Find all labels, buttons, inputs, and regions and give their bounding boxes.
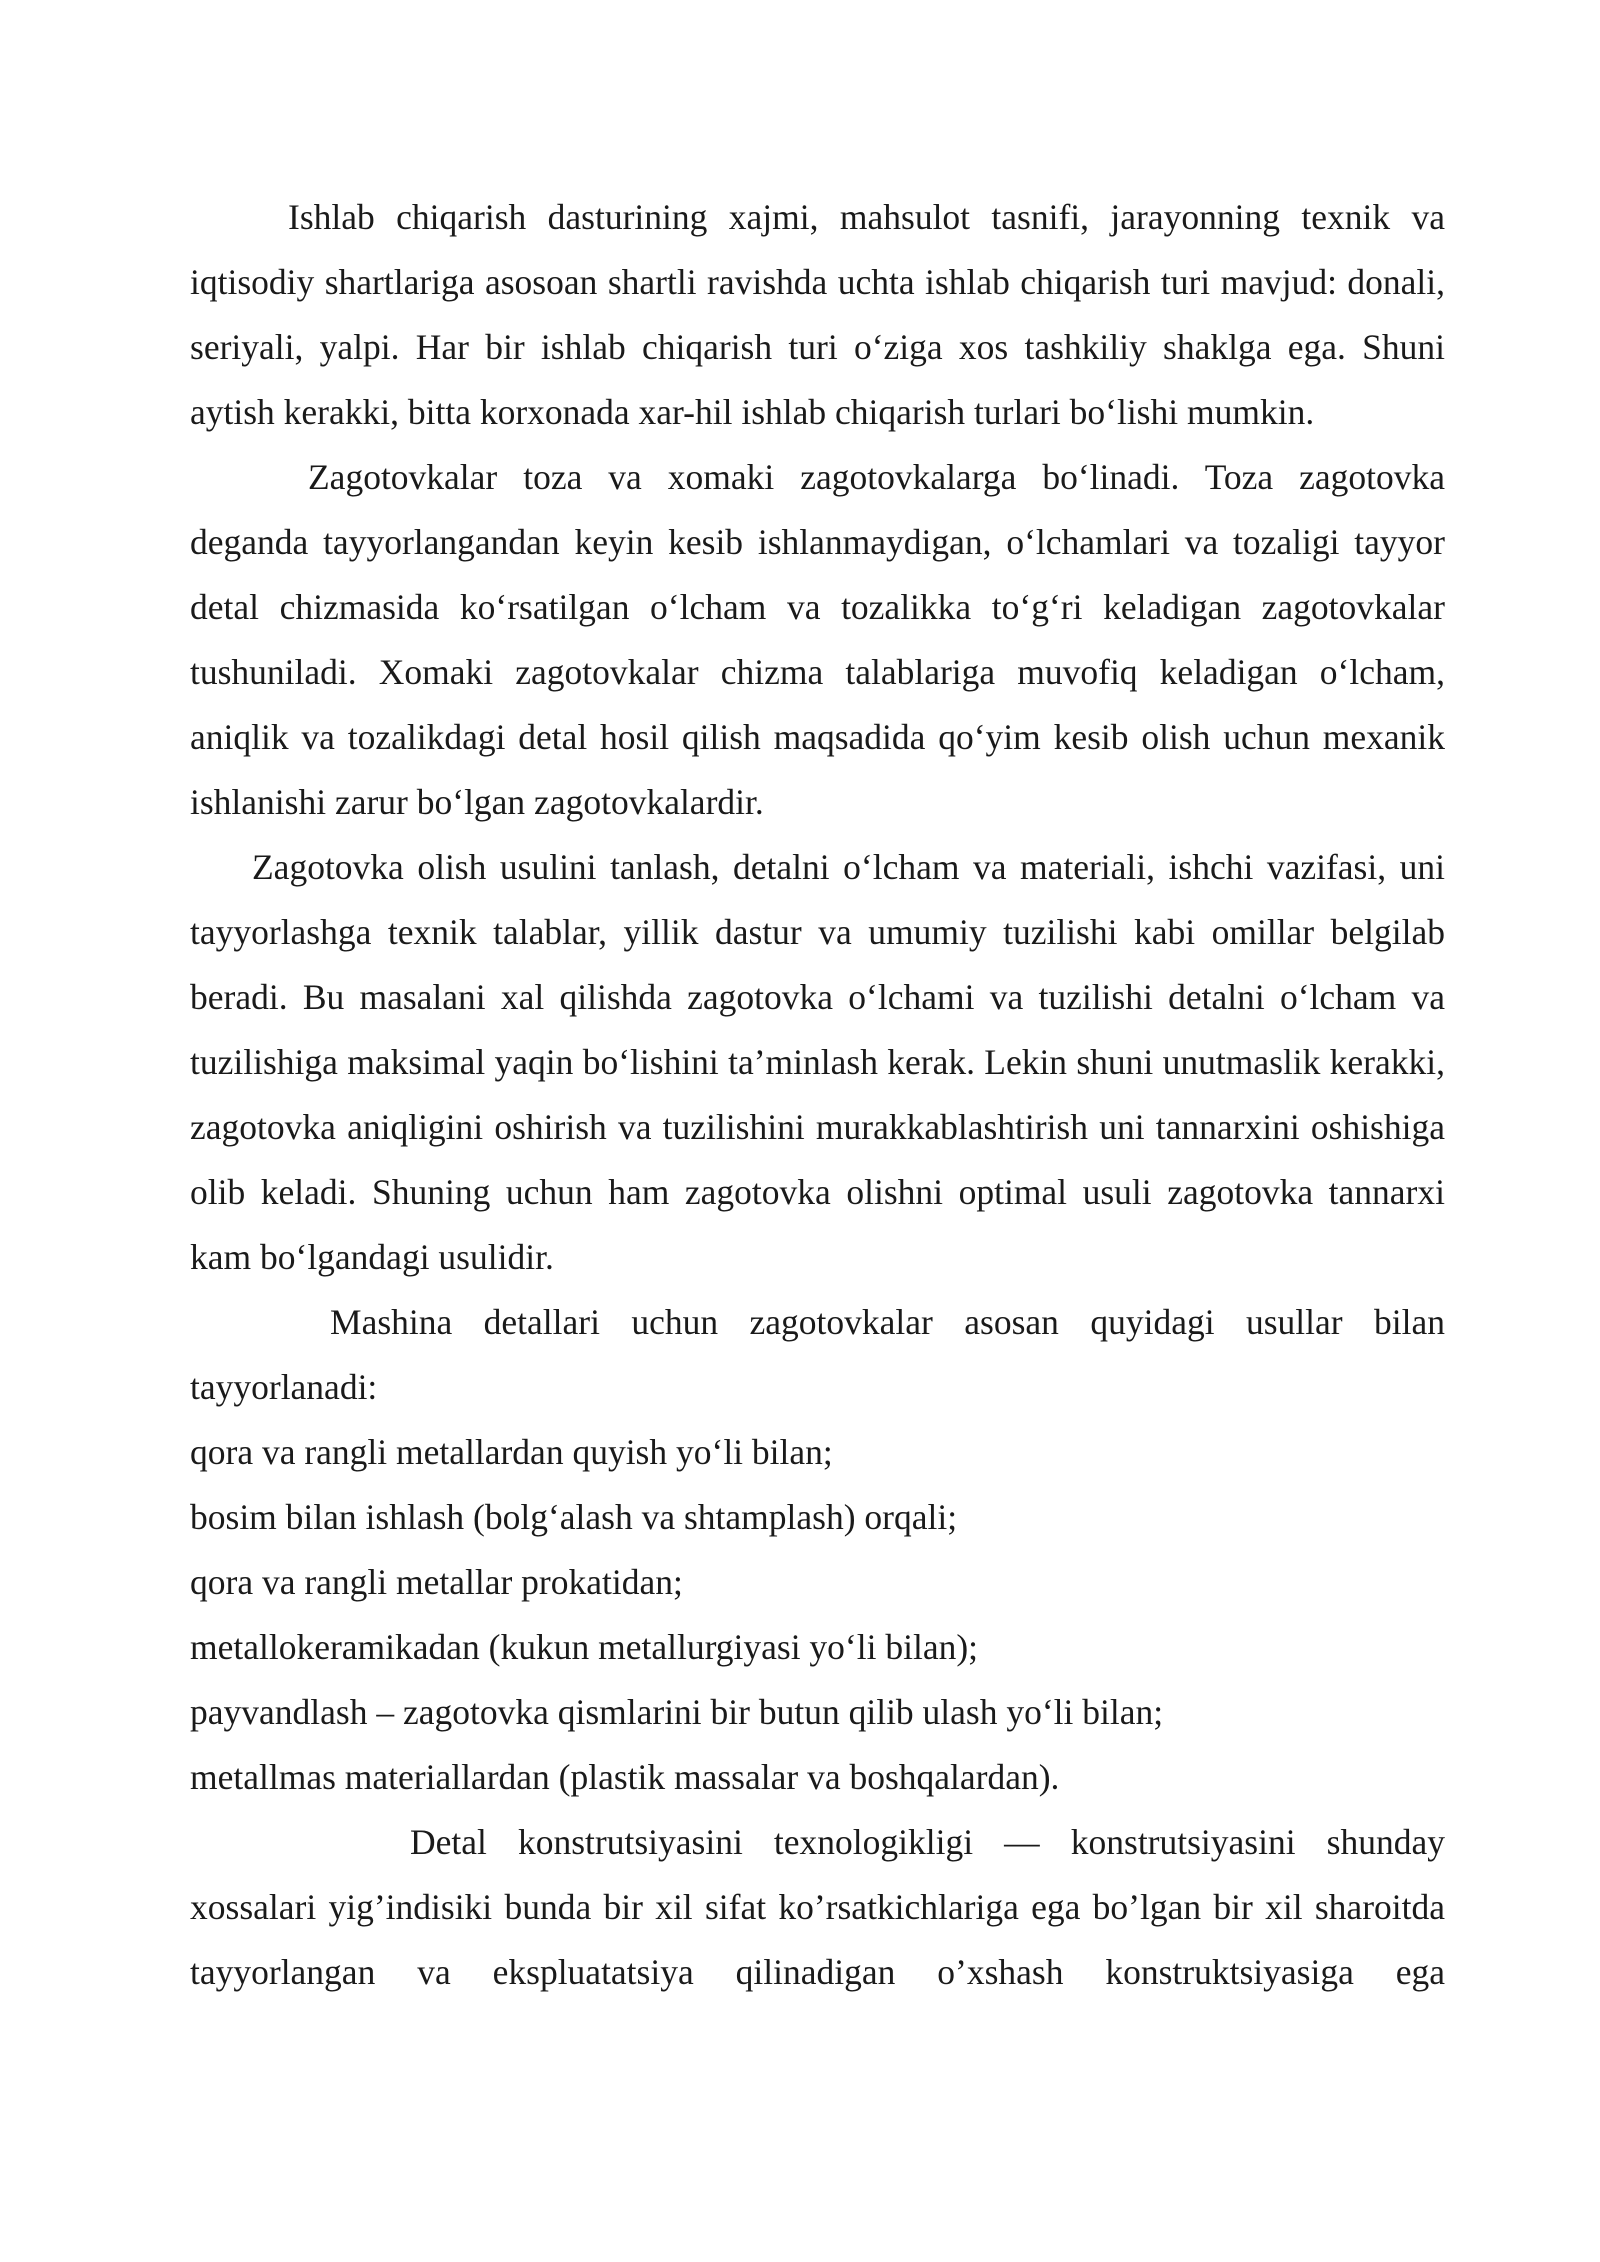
paragraph-manufacturability: Detal konstrutsiyasini texnologikligi — konstrutsiyasini shunday xossalari yig’indisiki bunda bir xil sifat ko’rsatkichlariga ega bo’lgan bir xil sharoitda tayyorlangan va ekspluatatsiya qilinadigan o’xshash konstruktsiyasiga ega xyxy=(190,1822,1445,1992)
document-page xyxy=(190,185,1445,2005)
paragraph-blank-methods-intro: Mashina detallari uchun zagotovkalar asosan quyidagi usullar bilan tayyorlanadi: xyxy=(190,1302,1445,1407)
paragraph-production-types: Ishlab chiqarish dasturining xajmi, mahsulot tasnifi, jarayonning texnik va iqtisodiy shartlariga asosoan shartli ravishda uchta ishlab chiqarish turi mavjud: donali, seriyali, yalpi. Har bir ishlab chiqarish turi o‘ziga xos tashkiliy shaklga ega. Shuni aytish kerakki, bitta korxonada xar-hil ishlab chiqarish turlari bo‘lishi mumkin. xyxy=(190,197,1445,432)
list-item: qora va rangli metallardan quyish yo‘li bilan; xyxy=(190,1432,833,1472)
paragraph-blank-selection: Zagotovka olish usulini tanlash, detalni o‘lcham va materiali, ishchi vazifasi, uni tayyorlashga texnik talablar, yillik dastur va umumiy tuzilishi kabi omillar belgilab beradi. Bu masalani xal qilishda zagotovka o‘lchami va tuzilishi detalni o‘lcham va tuzilishiga maksimal yaqin bo‘lishini ta’minlash kerak. Lekin shuni unutmaslik kerakki, zagotovka aniqligini oshirish va tuzilishini murakkablashtirish uni tannarxini oshishiga olib keladi. Shuning uchun ham zagotovka olishni optimal usuli zagotovka tannarxi kam bo‘lgandagi usulidir. xyxy=(190,847,1445,1277)
list-item: metallokeramikadan (kukun metallurgiyasi yo‘li bilan); xyxy=(190,1627,979,1667)
list-item: bosim bilan ishlash (bolg‘alash va shtamplash) orqali; xyxy=(190,1497,958,1537)
paragraph-blank-types: Zagotovkalar toza va xomaki zagotovkalarga bo‘linadi. Toza zagotovka deganda tayyorlangandan keyin kesib ishlanmaydigan, o‘lchamlari va tozaligi tayyor detal chizmasida ko‘rsatilgan o‘lcham va tozalikka to‘g‘ri keladigan zagotovkalar tushuniladi. Xomaki zagotovkalar chizma talablariga muvofiq keladigan o‘lcham, aniqlik va tozalikdagi detal hosil qilish maqsadida qo‘yim kesib olish uchun mexanik ishlanishi zarur bo‘lgan zagotovkalardir. xyxy=(190,457,1445,822)
list-item: qora va rangli metallar prokatidan; xyxy=(190,1562,683,1602)
list-item: payvandlash – zagotovka qismlarini bir butun qilib ulash yo‘li bilan; xyxy=(190,1692,1164,1732)
blank-methods-list xyxy=(190,1420,1445,1810)
list-item: metallmas materiallardan (plastik massalar va boshqalardan). xyxy=(190,1757,1060,1797)
